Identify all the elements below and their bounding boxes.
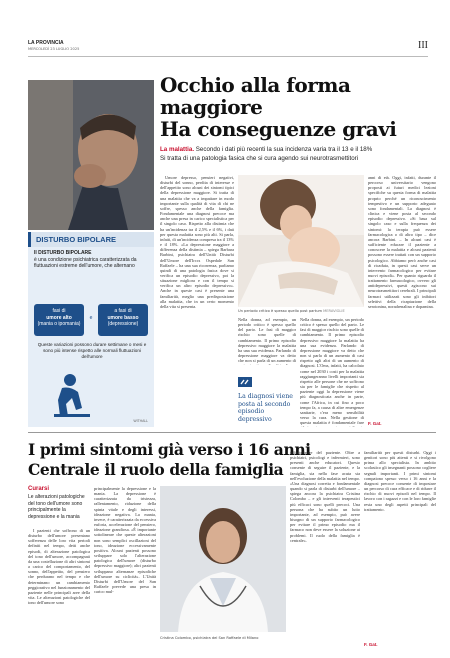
page-number: III	[418, 40, 428, 51]
article2-text-3: tidisciplinare del paziente. Oltre a psichiatri, psicologi e infermieri, sono presenti anche educatori. Questo consente di seguire il paziente, e la famiglia, sia nella fase acuta sia nell'evoluzione della malattia nel tempo. «Una diagnosi corretta e fondamentale quando si parla di disturbi dell'umore – spiega ancora la psichiatra Cristina Colombo – e gli interventi terapeutici più efficaci sono quelli precoci. Una persona che ha subito un lutto importante, ad esempio, può avere bisogno di un supporto farmacologico per evitare il primo episodio ma il farmaco non deve essere la soluzione ai problemi. Il ruolo della famiglia è centrale».	[290, 450, 360, 543]
header-rule	[28, 56, 428, 57]
article2-signature: F. Gat.	[364, 642, 378, 647]
headline-second	[28, 440, 328, 480]
article1-text-2b: Nella donna, ad esempio, un periodo critico è spesso quello del parto. Le fasi di maggior rischio sono quelle di cambiamento. Il primo episodio depressivo maggiore la malattia ha una sua evidenza. Parlando di depressione maggiore va detto che non si parla di un aumento di casi rispetto agli altri di un aumento di diagnosi. L'Oms, infatti, ha calcolato come nel 2030 i costi per la malattia raggiungeranno livelli importanti sia rispetto alle persone che ne soffrono sia per le famiglie che rispetto al paziente oggi la depressione viene più diagnosticata anche in parte, come l'Africa, in cui fino a poco tempo fa, a causa di altre emergenze sanitarie, c'era meno sensibilità verso la cura. Nella gestione di questa malattia è fondamentale fare	[300, 317, 364, 426]
article1-column-1	[160, 175, 234, 427]
man-photo	[28, 80, 154, 230]
headline2-line-1: I primi sintomi già verso i 16 anni	[28, 440, 311, 459]
depression-prefix: a fasi di	[114, 308, 132, 314]
article1-signature: F. Gat.	[368, 421, 382, 426]
sitting-figure-icon	[48, 370, 98, 420]
quote-mark-icon	[238, 377, 252, 387]
sub-line-2: Si tratta di una patologia fasica che si cura agendo sui neurotrasmettitori	[160, 155, 359, 162]
article2-text-4: familiarità per questi disturbi. Oggi i genitori sono più attenti e si rivolgono prima allo specialista. In ambito scolastico gli insegnanti possono cogliere segnali importanti. I primi sintomi compaiono spesso verso i 16 anni e la diagnosi precoce consente di impostare un percorso di cura efficace e di ridurre il rischio di nuovi episodi nel tempo. Il lavoro con i ragazzi e con le loro famiglie resta uno degli aspetti principali del trattamento.	[364, 450, 436, 512]
connector-word: e	[89, 315, 93, 321]
infobox-bottom-text: Queste variazioni possono durare settimane o mesi e sono più intense rispetto alle normali fluttuazioni dell'umore	[37, 342, 147, 359]
mother-baby-illustration	[238, 175, 364, 307]
mother-baby-photo	[238, 175, 364, 307]
depression-detail: (depressione)	[107, 321, 139, 327]
callout-text: La diagnosi viene posta al secondo episodio depressivo	[238, 393, 293, 423]
article1-text-2: Nella donna, ad esempio, un periodo critico è spesso quello del parto. Le fasi di maggior rischio sono quelle di cambiamento. Il primo episodio depressivo maggiore la malattia ha una sua evidenza. Parlando di depressione maggiore va detto che non si parla di un aumento di	[238, 317, 296, 364]
depression-label: umore basso	[107, 314, 139, 321]
mania-label: umore alto	[46, 314, 72, 321]
page-header	[28, 40, 428, 54]
man-illustration	[28, 80, 154, 230]
article1-text-3: anni di età. Oggi, infatti, durante il percorso universitario vengono proposti ai futuri medici lezioni specifiche su questa forma di malattia proprio perché un riconoscimento tempestivo e un supporto adeguato sono fondamentali. La diagnosi è clinica e viene posta al secondo episodio depressivo. «Si basa sul singolo caso e sulla frequenza dei sintomi: la terapia può essere farmacologica o di altro tipo – dice ancora Barbini. – In alcuni casi è sufficiente educare il paziente a conoscere la malattia e alcuni pazienti possono essere trattati con un supporto psicologico. Abbiamo però anche casi di ricaduta, in questi casi serve un intervento farmacologico per evitare nuovi episodi». Per quanto riguarda il trattamento farmacologico, ovvero gli antidepressivi, questi agiscono sui neurotrasmettitori cerebrali. I principali farmaci utilizzati sono gli inibitori selettivi della ricaptazione della serotonina, noradrenalina e dopamina.	[368, 175, 436, 309]
infobox-intro	[34, 250, 150, 270]
article1-text-1: Umore depresso, pensieri negativi, disturbi del sonno, perdita di interesse e dell'appetito sono alcuni dei sintomi tipici della depressione maggiore. Si tratta di una malattia che va a impattare in modo importante sulla qualità di vita di chi ne soffre, spesso anche della famiglia. Fondamentale una diagnosi precoce ma anche una presa in carico specialistica per il singolo caso. Rispetto alla distimia che ha un'incidenza tra il 2,5% e il 6%, i dati per questa malattia sono più alti. Si parla, infatti, di un'incidenza compresa tra il 13% e il 18%. «La depressione maggiore a differenza della distimia – spiega Barbara Barbini, psichiatra dell'Unità Disturbi dell'Umore dell'Irccs Ospedale San Raffaele – ha una sua ricorrenza, parliamo quindi di una patologia fasica dove si verifica un episodio depressivo, poi la situazione migliora e con il tempo si verifica un altro episodio depressivo». Anche in queste casi è presente una familiarità, meglio una predisposizione alla malattia, che in un certo momento della vita si presenta.	[160, 175, 234, 309]
headline-line-2: Ha conseguenze gravi	[160, 117, 397, 141]
headline-line-1: Occhio alla forma maggiore	[160, 73, 351, 119]
doctor-caption: Cristina Colombo, psichiatra del San Raffaele di Milano	[160, 636, 259, 640]
subheadline	[160, 145, 435, 163]
infobox-credit: WITHALL	[133, 419, 148, 423]
bipolar-infobox	[28, 232, 154, 427]
infobox-line-2: è una condizione psichiatrica caratterizzata da fluttuazioni estreme dell'umore, che alternano	[34, 256, 137, 269]
doctor-portrait-illustration	[160, 486, 286, 632]
section-rule	[28, 432, 436, 433]
doctor-photo	[160, 486, 286, 632]
article1-column-3	[368, 175, 436, 420]
article2-text-2: principalmente la depressione e la mania. La depressione è caratterizzata da tristezza, rallentamento, riduzione della spinta vitale e degli interessi, ideazione negativa. La mania, invece, è caratterizzata da eccessiva euforia, accelerazione del pensiero, ideazione grandiosa. «È importante sottolineare che queste alterazioni non sono semplici oscillazioni del tono, ideazione eccessivamente positiva. Alcuni pazienti possono sviluppare solo l'alterazione patologica dell'umore (disturbo depressivo maggiore); altri pazienti sviluppano alternanze episodiche dell'umore su ciclicità». L'Unità Disturbi dell'Umore del San Raffaele prevede una presa in carico mul-	[94, 486, 156, 595]
photo-caption	[238, 309, 364, 313]
article2-kicker: Curarsi	[28, 486, 50, 492]
article2-column-3	[290, 450, 360, 650]
article2-text-1: I pazienti che soffrono di un disturbo dell'umore presentano sofferenza delle loro vita periodi definiti nel tempo, detti anche episodi, di alterazione patologica del tono dell'umore, accompagnati da una costellazione di altri sintomi a carico del comportamento, del sonno, dell'appetito, del pensiero che perdurano nel tempo e che determinano un cambiamento peggiorativo nel funzionamento del paziente nelle principali aree della vita. Le alterazioni patologiche del tono dell'umore sono	[28, 528, 90, 606]
article2-column-2	[94, 486, 156, 650]
caption-text: Un periodo critico è spesso quello post partum	[238, 309, 322, 313]
depression-pill	[98, 304, 148, 336]
headline-main	[160, 74, 435, 140]
kicker: La malattia.	[160, 146, 195, 153]
issue-date: MERCOLEDÌ 23 LUGLIO 2025	[28, 47, 80, 51]
headline2-line-2: Centrale il ruolo della famiglia	[28, 460, 284, 479]
caption-credit: MERAVIGLIE	[323, 309, 345, 313]
mania-pill	[34, 304, 84, 336]
article1-column-2b	[300, 317, 364, 427]
sub-line-1: Secondo i dati più recenti la sua incidenza varia tra il 13 e il 18%	[195, 146, 373, 153]
callout-box	[238, 372, 296, 428]
infobox-title-bar	[28, 232, 154, 247]
article2-column-4	[364, 450, 436, 638]
infobox-line-1: Il DISTURBO BIPOLARE	[34, 250, 92, 256]
article2-column-1	[28, 528, 90, 650]
article1-column-2	[238, 317, 296, 365]
article2-sub: Le alterazioni patologiche del tono dell'umore sono principalmente la depressione e la mania	[28, 494, 85, 520]
infobox-title: DISTURBO BIPOLARE	[36, 235, 117, 244]
newspaper-name: LA PROVINCIA	[28, 40, 64, 46]
mania-prefix: fasi di	[52, 308, 66, 314]
mania-detail: (mania o ipomania)	[37, 321, 81, 327]
